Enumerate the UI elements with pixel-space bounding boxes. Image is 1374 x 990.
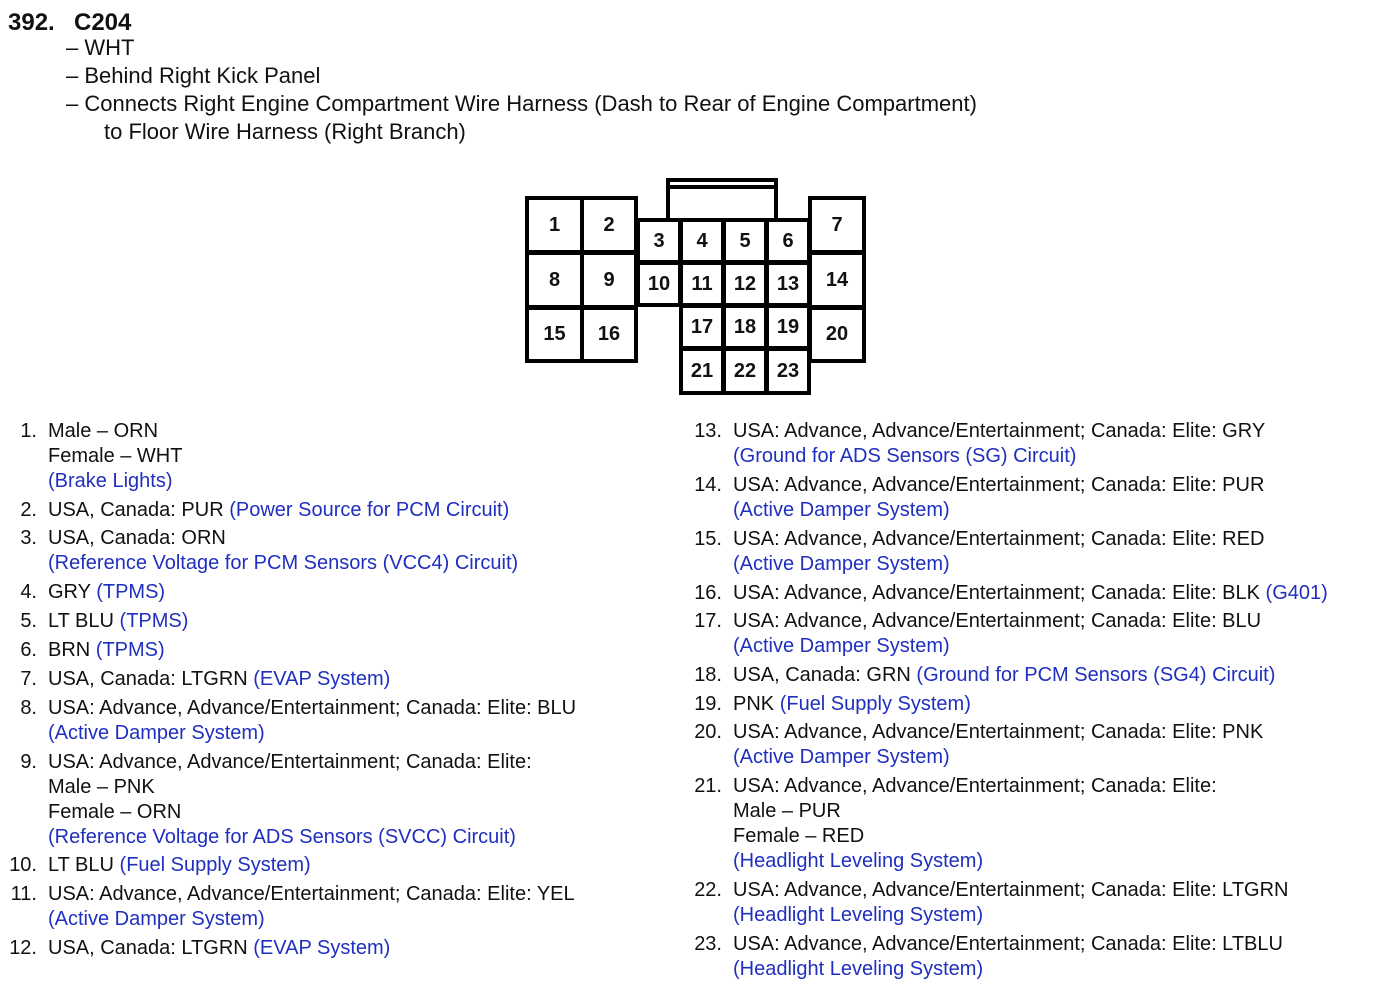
cavity-20: 20 bbox=[808, 306, 866, 363]
pin-number: 17. bbox=[694, 610, 722, 632]
pin-circuit-description: (TPMS) bbox=[95, 639, 165, 661]
pin-wire-info: USA: Advance, Advance/Entertainment; Canada: Elite: bbox=[733, 775, 1217, 797]
pin-details bbox=[733, 932, 1283, 982]
cavity-1: 1 bbox=[525, 196, 584, 254]
pin-wire-info: USA: Advance, Advance/Entertainment; Canada: Elite: RED bbox=[733, 528, 1265, 550]
pin-circuit-description: (EVAP System) bbox=[253, 668, 391, 690]
cavity-15: 15 bbox=[525, 306, 584, 363]
pin-details bbox=[48, 526, 518, 576]
pin-details bbox=[733, 527, 1264, 577]
connector-location: – Behind Right Kick Panel bbox=[66, 63, 321, 88]
pin-circuit-description: (Headlight Leveling System) bbox=[733, 904, 984, 926]
pin-details bbox=[48, 750, 532, 850]
pin-circuit-description: (TPMS) bbox=[119, 610, 189, 632]
cavity-12: 12 bbox=[722, 261, 768, 307]
pin-details bbox=[733, 663, 1275, 688]
pin-number: 11. bbox=[10, 883, 37, 905]
pin-circuit-description: (Reference Voltage for ADS Sensors (SVCC) Circuit) bbox=[48, 826, 516, 848]
pin-number: 6. bbox=[20, 639, 37, 661]
pin-wire-info: USA, Canada: LTGRN bbox=[48, 937, 254, 959]
cavity-9: 9 bbox=[580, 251, 638, 309]
connector-color: – WHT bbox=[66, 35, 135, 60]
pin-wire-info: Female – ORN bbox=[48, 801, 182, 823]
pin-number: 12. bbox=[9, 937, 37, 959]
pin-wire-info: USA, Canada: ORN bbox=[48, 527, 226, 549]
pin-circuit-description: (Active Damper System) bbox=[733, 499, 950, 521]
pin-details bbox=[733, 419, 1265, 469]
pin-number: 2. bbox=[20, 499, 37, 521]
pin-wire-info: USA: Advance, Advance/Entertainment; Canada: Elite: BLK bbox=[733, 582, 1260, 604]
pin-number: 1. bbox=[20, 420, 37, 442]
pin-details bbox=[48, 667, 390, 692]
pin-wire-info: BRN bbox=[48, 639, 91, 661]
pin-details bbox=[48, 696, 576, 746]
pin-number: 22. bbox=[694, 879, 722, 901]
pin-number: 19. bbox=[694, 693, 722, 715]
pin-wire-info: Male – ORN bbox=[48, 420, 159, 442]
cavity-4: 4 bbox=[679, 218, 725, 264]
pin-details bbox=[733, 878, 1288, 928]
connector-id: C204 bbox=[74, 9, 132, 36]
pin-number: 21. bbox=[694, 775, 722, 797]
pin-wire-info: USA: Advance, Advance/Entertainment; Canada: Elite: LTBLU bbox=[733, 933, 1283, 955]
pin-number: 5. bbox=[20, 610, 37, 632]
pin-details bbox=[733, 473, 1264, 523]
pin-number: 4. bbox=[20, 581, 37, 603]
pin-number: 8. bbox=[20, 697, 37, 719]
pin-wire-info: GRY bbox=[48, 581, 91, 603]
cavity-14: 14 bbox=[808, 251, 866, 309]
pin-wire-info: Female – WHT bbox=[48, 445, 183, 467]
connector-latch-line bbox=[666, 185, 778, 189]
cavity-11: 11 bbox=[679, 261, 725, 307]
pin-wire-info: USA, Canada: PUR bbox=[48, 499, 224, 521]
pin-details bbox=[733, 774, 1217, 874]
pin-details bbox=[48, 638, 165, 663]
pin-circuit-description: (G401) bbox=[1265, 582, 1328, 604]
connector-number: 392. bbox=[8, 9, 55, 36]
cavity-18: 18 bbox=[722, 304, 768, 350]
pin-wire-info: USA: Advance, Advance/Entertainment; Canada: Elite: PUR bbox=[733, 474, 1265, 496]
pin-wire-info: USA: Advance, Advance/Entertainment; Canada: Elite: LTGRN bbox=[733, 879, 1289, 901]
pin-wire-info: USA: Advance, Advance/Entertainment; Canada: Elite: BLU bbox=[733, 610, 1262, 632]
pin-circuit-description: (Headlight Leveling System) bbox=[733, 958, 984, 980]
pin-number: 13. bbox=[694, 420, 722, 442]
pin-details bbox=[733, 720, 1263, 770]
pin-circuit-description: (Power Source for PCM Circuit) bbox=[229, 499, 510, 521]
pin-wire-info: Male – PUR bbox=[733, 800, 841, 822]
pin-number: 23. bbox=[694, 933, 722, 955]
pin-wire-info: Male – PNK bbox=[48, 776, 155, 798]
pin-circuit-description: (EVAP System) bbox=[253, 937, 391, 959]
cavity-21: 21 bbox=[679, 347, 725, 395]
pin-circuit-description: (Active Damper System) bbox=[48, 722, 265, 744]
cavity-10: 10 bbox=[636, 261, 682, 307]
cavity-2: 2 bbox=[580, 196, 638, 254]
pin-wire-info: USA, Canada: LTGRN bbox=[48, 668, 254, 690]
cavity-23: 23 bbox=[765, 347, 811, 395]
pin-circuit-description: (Ground for ADS Sensors (SG) Circuit) bbox=[733, 445, 1077, 467]
pin-number: 20. bbox=[694, 721, 722, 743]
pin-details bbox=[733, 692, 971, 717]
pin-circuit-description: (Brake Lights) bbox=[48, 470, 173, 492]
pin-details bbox=[48, 419, 182, 494]
pin-circuit-description: (Reference Voltage for PCM Sensors (VCC4) Circuit) bbox=[48, 552, 519, 574]
pin-number: 14. bbox=[694, 474, 722, 496]
cavity-3: 3 bbox=[636, 218, 682, 264]
pin-wire-info: USA: Advance, Advance/Entertainment; Canada: Elite: YEL bbox=[48, 883, 575, 905]
pin-wire-info: USA: Advance, Advance/Entertainment; Canada: Elite: GRY bbox=[733, 420, 1266, 442]
pin-circuit-description: (Fuel Supply System) bbox=[119, 854, 311, 876]
pin-wire-info: USA, Canada: GRN bbox=[733, 664, 911, 686]
connector-connects: – Connects Right Engine Compartment Wire Harness (Dash to Rear of Engine Compartment) bbox=[66, 91, 977, 116]
pin-circuit-description: (Active Damper System) bbox=[48, 908, 265, 930]
cavity-17: 17 bbox=[679, 304, 725, 350]
pin-details bbox=[48, 853, 311, 878]
connector-latch bbox=[666, 178, 778, 222]
pin-details bbox=[733, 609, 1261, 659]
connector-connects-continuation: to Floor Wire Harness (Right Branch) bbox=[104, 119, 466, 144]
pin-circuit-description: (Active Damper System) bbox=[733, 553, 950, 575]
pin-number: 15. bbox=[694, 528, 722, 550]
cavity-22: 22 bbox=[722, 347, 768, 395]
pin-number: 18. bbox=[694, 664, 722, 686]
pin-number: 7. bbox=[20, 668, 37, 690]
connector-details bbox=[66, 34, 977, 146]
pin-number: 10. bbox=[9, 854, 37, 876]
pin-wire-info: LT BLU bbox=[48, 854, 114, 876]
pin-wire-info: PNK bbox=[733, 693, 775, 715]
pin-number: 3. bbox=[20, 527, 37, 549]
pin-number: 9. bbox=[20, 751, 37, 773]
pin-wire-info: USA: Advance, Advance/Entertainment; Canada: Elite: bbox=[48, 751, 532, 773]
pin-circuit-description: (Ground for PCM Sensors (SG4) Circuit) bbox=[916, 664, 1276, 686]
pin-circuit-description: (Active Damper System) bbox=[733, 635, 950, 657]
cavity-6: 6 bbox=[765, 218, 811, 264]
cavity-19: 19 bbox=[765, 304, 811, 350]
cavity-5: 5 bbox=[722, 218, 768, 264]
cavity-8: 8 bbox=[525, 251, 584, 309]
pin-details bbox=[48, 936, 390, 961]
pin-circuit-description: (Active Damper System) bbox=[733, 746, 950, 768]
pin-wire-info: USA: Advance, Advance/Entertainment; Canada: Elite: BLU bbox=[48, 697, 577, 719]
pin-circuit-description: (TPMS) bbox=[96, 581, 166, 603]
cavity-13: 13 bbox=[765, 261, 811, 307]
pin-details bbox=[48, 609, 188, 634]
pin-details bbox=[48, 580, 165, 605]
cavity-7: 7 bbox=[808, 196, 866, 254]
pin-circuit-description: (Headlight Leveling System) bbox=[733, 850, 984, 872]
pin-details bbox=[48, 882, 575, 932]
pin-details bbox=[48, 498, 509, 523]
pin-circuit-description: (Fuel Supply System) bbox=[779, 693, 971, 715]
cavity-16: 16 bbox=[580, 306, 638, 363]
pin-details bbox=[733, 581, 1328, 606]
pin-wire-info: LT BLU bbox=[48, 610, 114, 632]
pin-wire-info: USA: Advance, Advance/Entertainment; Canada: Elite: PNK bbox=[733, 721, 1264, 743]
pin-wire-info: Female – RED bbox=[733, 825, 865, 847]
pin-number: 16. bbox=[694, 582, 722, 604]
